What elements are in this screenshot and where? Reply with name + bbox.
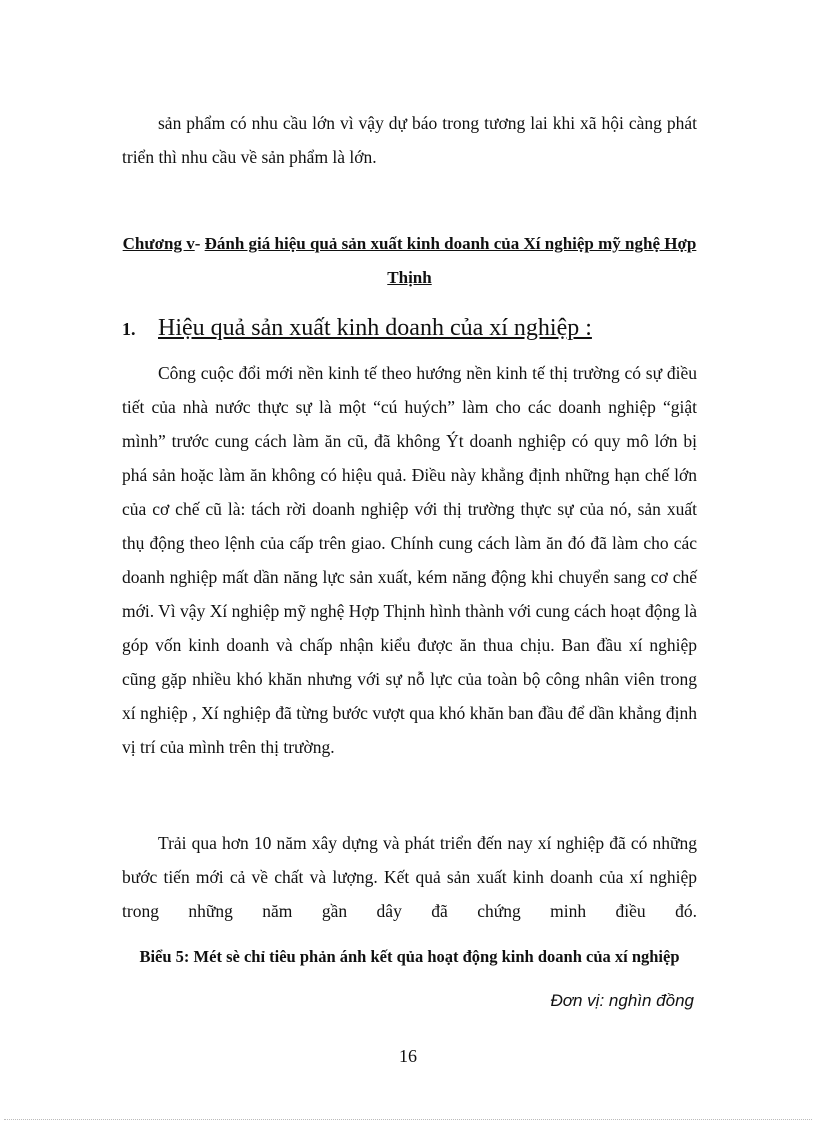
body-paragraph-block-1 — [122, 356, 697, 764]
body-paragraph: Công cuộc đổi mới nền kinh tế theo hướng nền kinh tế thị trường có sự điều tiết của nhà nước thực sự là một “cú huých” làm cho các doanh nghiệp “giật mình” trước cung cách làm ăn cũ, đã không Ýt doanh nghiệp có quy mô lớn bị phá sản hoặc làm ăn không có hiệu quả. Điều này khẳng định những hạn chế lớn của cơ chế cũ là: tách rời doanh nghiệp với thị trường thực sự của nó, sản xuất thụ động theo lệnh của cấp trên giao. Chính cung cách làm ăn đó đã làm cho các doanh nghiệp mất dần năng lực sản xuất, kém năng động khi chuyển sang cơ chế mới. Vì vậy Xí nghiệp mỹ nghệ Hợp Thịnh hình thành với cung cách hoạt động là góp vốn kinh doanh và chấp nhận kiểu được ăn thua chịu. Ban đầu xí nghiệp cũng gặp nhiều khó khăn nhưng với sự nỗ lực của toàn bộ công nhân viên trong xí nghiệp , Xí nghiệp đã từng bước vượt qua khó khăn ban đầu để dần khẳng định vị trí của mình trên thị trường. — [122, 363, 697, 757]
page-number: 16 — [399, 1046, 417, 1066]
table-caption: Biểu 5: Mét sè chỉ tiêu phản ánh kết qủa hoạt động kinh doanh của xí nghiệp — [139, 947, 680, 966]
chapter-heading-text: Đánh giá hiệu quả sản xuất kinh doanh của Xí nghiệp mỹ nghệ Hợp Thịnh — [204, 234, 697, 287]
section-number: 1. — [122, 319, 136, 339]
chapter-separator: - — [194, 234, 205, 253]
chapter-title — [122, 227, 697, 295]
body-paragraph-block-2 — [122, 826, 697, 928]
unit-label: Đơn vị: nghìn đồng — [550, 991, 694, 1010]
body-paragraph: Trải qua hơn 10 năm xây dựng và phát triển đến nay xí nghiệp đã có những bước tiến mới cả về chất và lượng. Kết quả sản xuất kinh doanh của xí nghiệp trong những năm gần dây đã chứng minh điều đó. — [122, 833, 697, 921]
chapter-label: Chương v — [122, 234, 195, 253]
section-title: Hiệu quả sản xuất kinh doanh của xí nghiệp : — [158, 315, 592, 341]
page-bottom-divider — [4, 1119, 812, 1120]
intro-paragraph-block — [122, 106, 697, 174]
intro-paragraph: sản phẩm có nhu cầu lớn vì vậy dự báo trong tương lai khi xã hội càng phát triển thì nhu cầu về sản phẩm là lớn. — [122, 113, 697, 167]
section-heading — [122, 308, 697, 349]
